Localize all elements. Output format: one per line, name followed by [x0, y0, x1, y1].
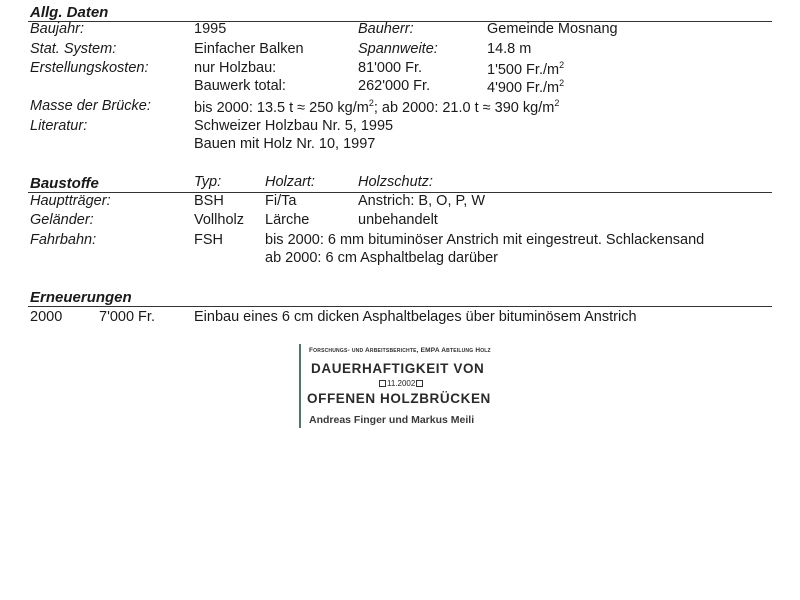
spannweite-label: Spannweite: [358, 41, 438, 57]
row-holzschutz: bis 2000: 6 mm bituminöser Anstrich mit eingestreut. Schlackensand [265, 232, 705, 248]
renewal-cost: 7'000 Fr. [99, 309, 155, 325]
row-typ: BSH [194, 193, 224, 209]
report-stamp [299, 344, 506, 428]
holzbau-cost: 81'000 Fr. [358, 60, 423, 76]
masse-value: bis 2000: 13.5 t ≈ 250 $kg/m^2$; ab 2000: 21.0 t ≈ 390 $kg/m^2$ [194, 98, 560, 116]
stamp-title-1: DAUERHAFTIGKEIT VON [311, 361, 485, 376]
literatur-entry-1: Schweizer Holzbau Nr. 5, 1995 [194, 118, 394, 134]
total-rate: 4'900 $Fr./m^2$ [487, 78, 565, 96]
literatur-label: Literatur: [30, 118, 88, 134]
system-label: Stat. System: [30, 41, 117, 57]
row-holzschutz: Anstrich: B, O, P, W [358, 193, 486, 209]
stamp-title-2: OFFENEN HOLZBRÜCKEN [307, 391, 491, 406]
row-holzart: Lärche [265, 212, 310, 228]
divider [28, 306, 772, 307]
row-holzart: Fi/Ta [265, 193, 297, 209]
col-holzschutz: Holzschutz: [358, 174, 433, 190]
renewal-year: 2000 [30, 309, 63, 325]
stamp-authors: Andreas Finger und Markus Meili [309, 414, 475, 426]
bauherr-value: Gemeinde Mosnang [487, 21, 618, 37]
baujahr-label: Baujahr: [30, 21, 85, 37]
kosten-label: Erstellungskosten: [30, 60, 149, 76]
masse-label: Masse der Brücke: [30, 98, 151, 114]
row-label: Hauptträger: [30, 193, 111, 209]
row-label: Fahrbahn: [30, 232, 97, 248]
row-typ: FSH [194, 232, 223, 248]
row-holzschutz: unbehandelt [358, 212, 438, 228]
spannweite-value: 14.8 m [487, 41, 532, 57]
row-label: Geländer: [30, 212, 94, 228]
holzbau-label: nur Holzbau: [194, 60, 277, 76]
row-typ: Vollholz [194, 212, 244, 228]
section-heading-general: Allg. Daten [30, 4, 109, 21]
total-label: Bauwerk total: [194, 78, 286, 94]
stamp-date: 11.2002 [377, 379, 425, 388]
total-cost: 262'000 Fr. [358, 78, 431, 94]
col-holzart: Holzart: [265, 174, 315, 190]
bauherr-label: Bauherr: [358, 21, 414, 37]
system-value: Einfacher Balken [194, 41, 304, 57]
col-typ: Typ: [194, 174, 222, 190]
section-heading-erneuerungen: Erneuerungen [30, 289, 132, 306]
holzbau-rate: 1'500 $Fr./m^2$ [487, 60, 565, 78]
stamp-series: Forschungs- und Arbeitsberichte, EMPA Abteilung Holz [309, 347, 491, 354]
fahrbahn-line-2: ab 2000: 6 cm Asphaltbelag darüber [265, 250, 498, 266]
section-heading-baustoffe: Baustoffe [30, 175, 99, 192]
literatur-entry-2: Bauen mit Holz Nr. 10, 1997 [194, 136, 376, 152]
renewal-text: Einbau eines 6 cm dicken Asphaltbelages über bituminösem Anstrich [194, 309, 637, 325]
baujahr-value: 1995 [194, 21, 227, 37]
